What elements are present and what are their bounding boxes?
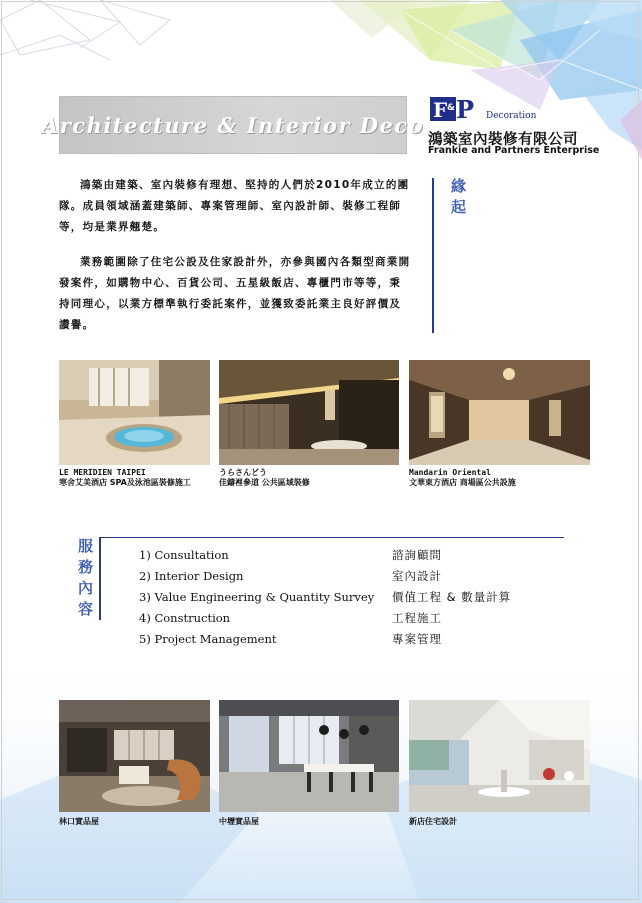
title-banner bbox=[41, 96, 425, 154]
project-2-name: うらさんどう bbox=[219, 468, 267, 477]
company-name-en: Frankie and Partners Enterprise bbox=[428, 145, 600, 156]
project-3-desc: 文華東方酒店 商場區公共設施 bbox=[409, 478, 516, 487]
photo-xindian-residence bbox=[409, 700, 590, 812]
services-title bbox=[78, 536, 96, 620]
service-cn-4: 工程施工 bbox=[392, 611, 442, 625]
photo-zhongli-showroom bbox=[219, 700, 399, 812]
photo-lobby bbox=[219, 360, 399, 465]
showcase-3-caption: 新店住宅設計 bbox=[409, 817, 457, 826]
photo-mall-corridor bbox=[409, 360, 590, 465]
project-1-desc: 寒舍艾美酒店 SPA及泳池區裝修施工 bbox=[59, 478, 191, 487]
service-cn-5: 專案管理 bbox=[392, 632, 442, 646]
project-2-desc: 佳鑄裡參道 公共區域裝修 bbox=[219, 478, 310, 487]
project-3-name: Mandarin Oriental bbox=[409, 468, 491, 477]
services-title-char-3: 內 bbox=[78, 579, 94, 597]
services-title-char-2: 務 bbox=[78, 558, 94, 576]
services-title-char-4: 容 bbox=[78, 600, 94, 618]
service-en-4: 4) Construction bbox=[139, 611, 231, 625]
showcase-2-caption: 中壢實品屋 bbox=[219, 817, 259, 826]
service-en-2: 2) Interior Design bbox=[139, 569, 244, 583]
photo-spa-pool bbox=[59, 360, 210, 465]
intro-paragraph-1: 鴻築由建築、室內裝修有理想、堅持的人們於2010年成立的團隊。成員領域涵蓋建築師、專案管理師、室內設計師、裝修工程師等，均是業界翹楚。 bbox=[59, 179, 410, 233]
service-cn-1: 諮詢顧問 bbox=[392, 548, 442, 562]
banner-title: Architecture & Interior Deco bbox=[41, 112, 425, 138]
service-en-5: 5) Project Management bbox=[139, 632, 277, 646]
service-en-1: 1) Consultation bbox=[139, 548, 229, 562]
services-top-rule bbox=[99, 537, 564, 538]
service-cn-3: 價值工程 & 數量計算 bbox=[392, 590, 512, 604]
services-list-en bbox=[139, 545, 374, 650]
origin-title-char-1: 緣 bbox=[451, 177, 467, 195]
services-divider bbox=[99, 538, 101, 620]
project-1-name: LE MERIDIEN TAIPEI bbox=[59, 468, 146, 477]
origin-divider bbox=[432, 178, 434, 333]
fp-logo-icon bbox=[430, 96, 490, 122]
origin-title bbox=[451, 176, 469, 218]
svg-text:P: P bbox=[456, 96, 475, 122]
services-title-char-1: 服 bbox=[78, 537, 94, 555]
intro-paragraph-2: 業務範圍除了住宅公設及住家設計外，亦參與國內各類型商業開發案件，如購物中心、百貨公司、五星級飯店、專櫃門市等等，秉持同理心，以業方標準執行委託案件，並獲致委託業主良好評價及讚譽。 bbox=[59, 256, 411, 331]
company-name-cn: 鴻築室內裝修有限公司 bbox=[428, 132, 578, 148]
service-cn-2: 室內設計 bbox=[392, 569, 442, 583]
service-en-3: 3) Value Engineering & Quantity Survey bbox=[139, 590, 375, 604]
company-logo bbox=[428, 96, 598, 160]
intro-text bbox=[59, 175, 411, 350]
services-list-cn bbox=[392, 545, 511, 650]
svg-text:&: & bbox=[447, 103, 455, 113]
svg-text:F: F bbox=[433, 98, 448, 122]
logo-sub: Decoration bbox=[486, 111, 537, 121]
showcase-1-caption: 林口實品屋 bbox=[59, 817, 99, 826]
photo-linkou-showroom bbox=[59, 700, 210, 812]
origin-title-char-2: 起 bbox=[451, 198, 467, 216]
